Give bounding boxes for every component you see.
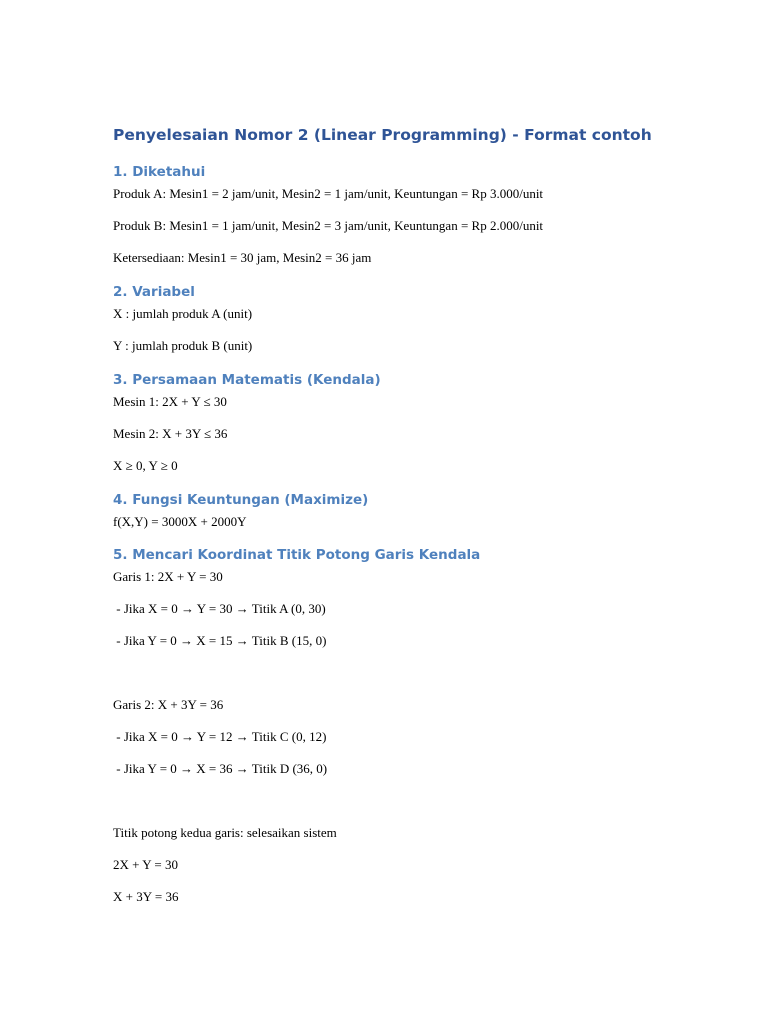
- line-2-equation: Garis 2: X + 3Y = 36: [113, 697, 224, 712]
- system-equation-1: 2X + Y = 30: [113, 857, 178, 872]
- given-availability: Ketersediaan: Mesin1 = 30 jam, Mesin2 = 36 jam: [113, 250, 372, 265]
- given-product-a: Produk A: Mesin1 = 2 jam/unit, Mesin2 = 1 jam/unit, Keuntungan = Rp 3.000/unit: [113, 186, 544, 201]
- line-1-equation: Garis 1: 2X + Y = 30: [113, 569, 223, 584]
- section-heading-diketahui: 1. Diketahui: [113, 164, 206, 180]
- variable-x: X : jumlah produk A (unit): [113, 306, 253, 321]
- line-1-point-a: - Jika X = 0 → Y = 30 → Titik A (0, 30): [113, 601, 326, 616]
- section-heading-fungsi: 4. Fungsi Keuntungan (Maximize): [113, 492, 369, 508]
- document-title: Penyelesaian Nomor 2 (Linear Programming) - Format contoh: [113, 126, 652, 144]
- given-product-b: Produk B: Mesin1 = 1 jam/unit, Mesin2 = 3 jam/unit, Keuntungan = Rp 2.000/unit: [113, 218, 544, 233]
- section-heading-variabel: 2. Variabel: [113, 284, 195, 300]
- objective-function: f(X,Y) = 3000X + 2000Y: [113, 514, 247, 529]
- line-1-point-b: - Jika Y = 0 → X = 15 → Titik B (15, 0): [113, 633, 327, 648]
- line-2-point-c: - Jika X = 0 → Y = 12 → Titik C (0, 12): [113, 729, 327, 744]
- system-equation-2: X + 3Y = 36: [113, 889, 179, 904]
- line-2-point-d: - Jika Y = 0 → X = 36 → Titik D (36, 0): [113, 761, 328, 776]
- intersection-intro: Titik potong kedua garis: selesaikan sistem: [113, 825, 337, 840]
- constraint-machine-2: Mesin 2: X + 3Y ≤ 36: [113, 426, 228, 441]
- constraint-machine-1: Mesin 1: 2X + Y ≤ 30: [113, 394, 227, 409]
- section-heading-persamaan: 3. Persamaan Matematis (Kendala): [113, 372, 381, 388]
- constraint-nonnegativity: X ≥ 0, Y ≥ 0: [113, 458, 178, 473]
- section-heading-koordinat: 5. Mencari Koordinat Titik Potong Garis Kendala: [113, 547, 481, 563]
- variable-y: Y : jumlah produk B (unit): [113, 338, 253, 353]
